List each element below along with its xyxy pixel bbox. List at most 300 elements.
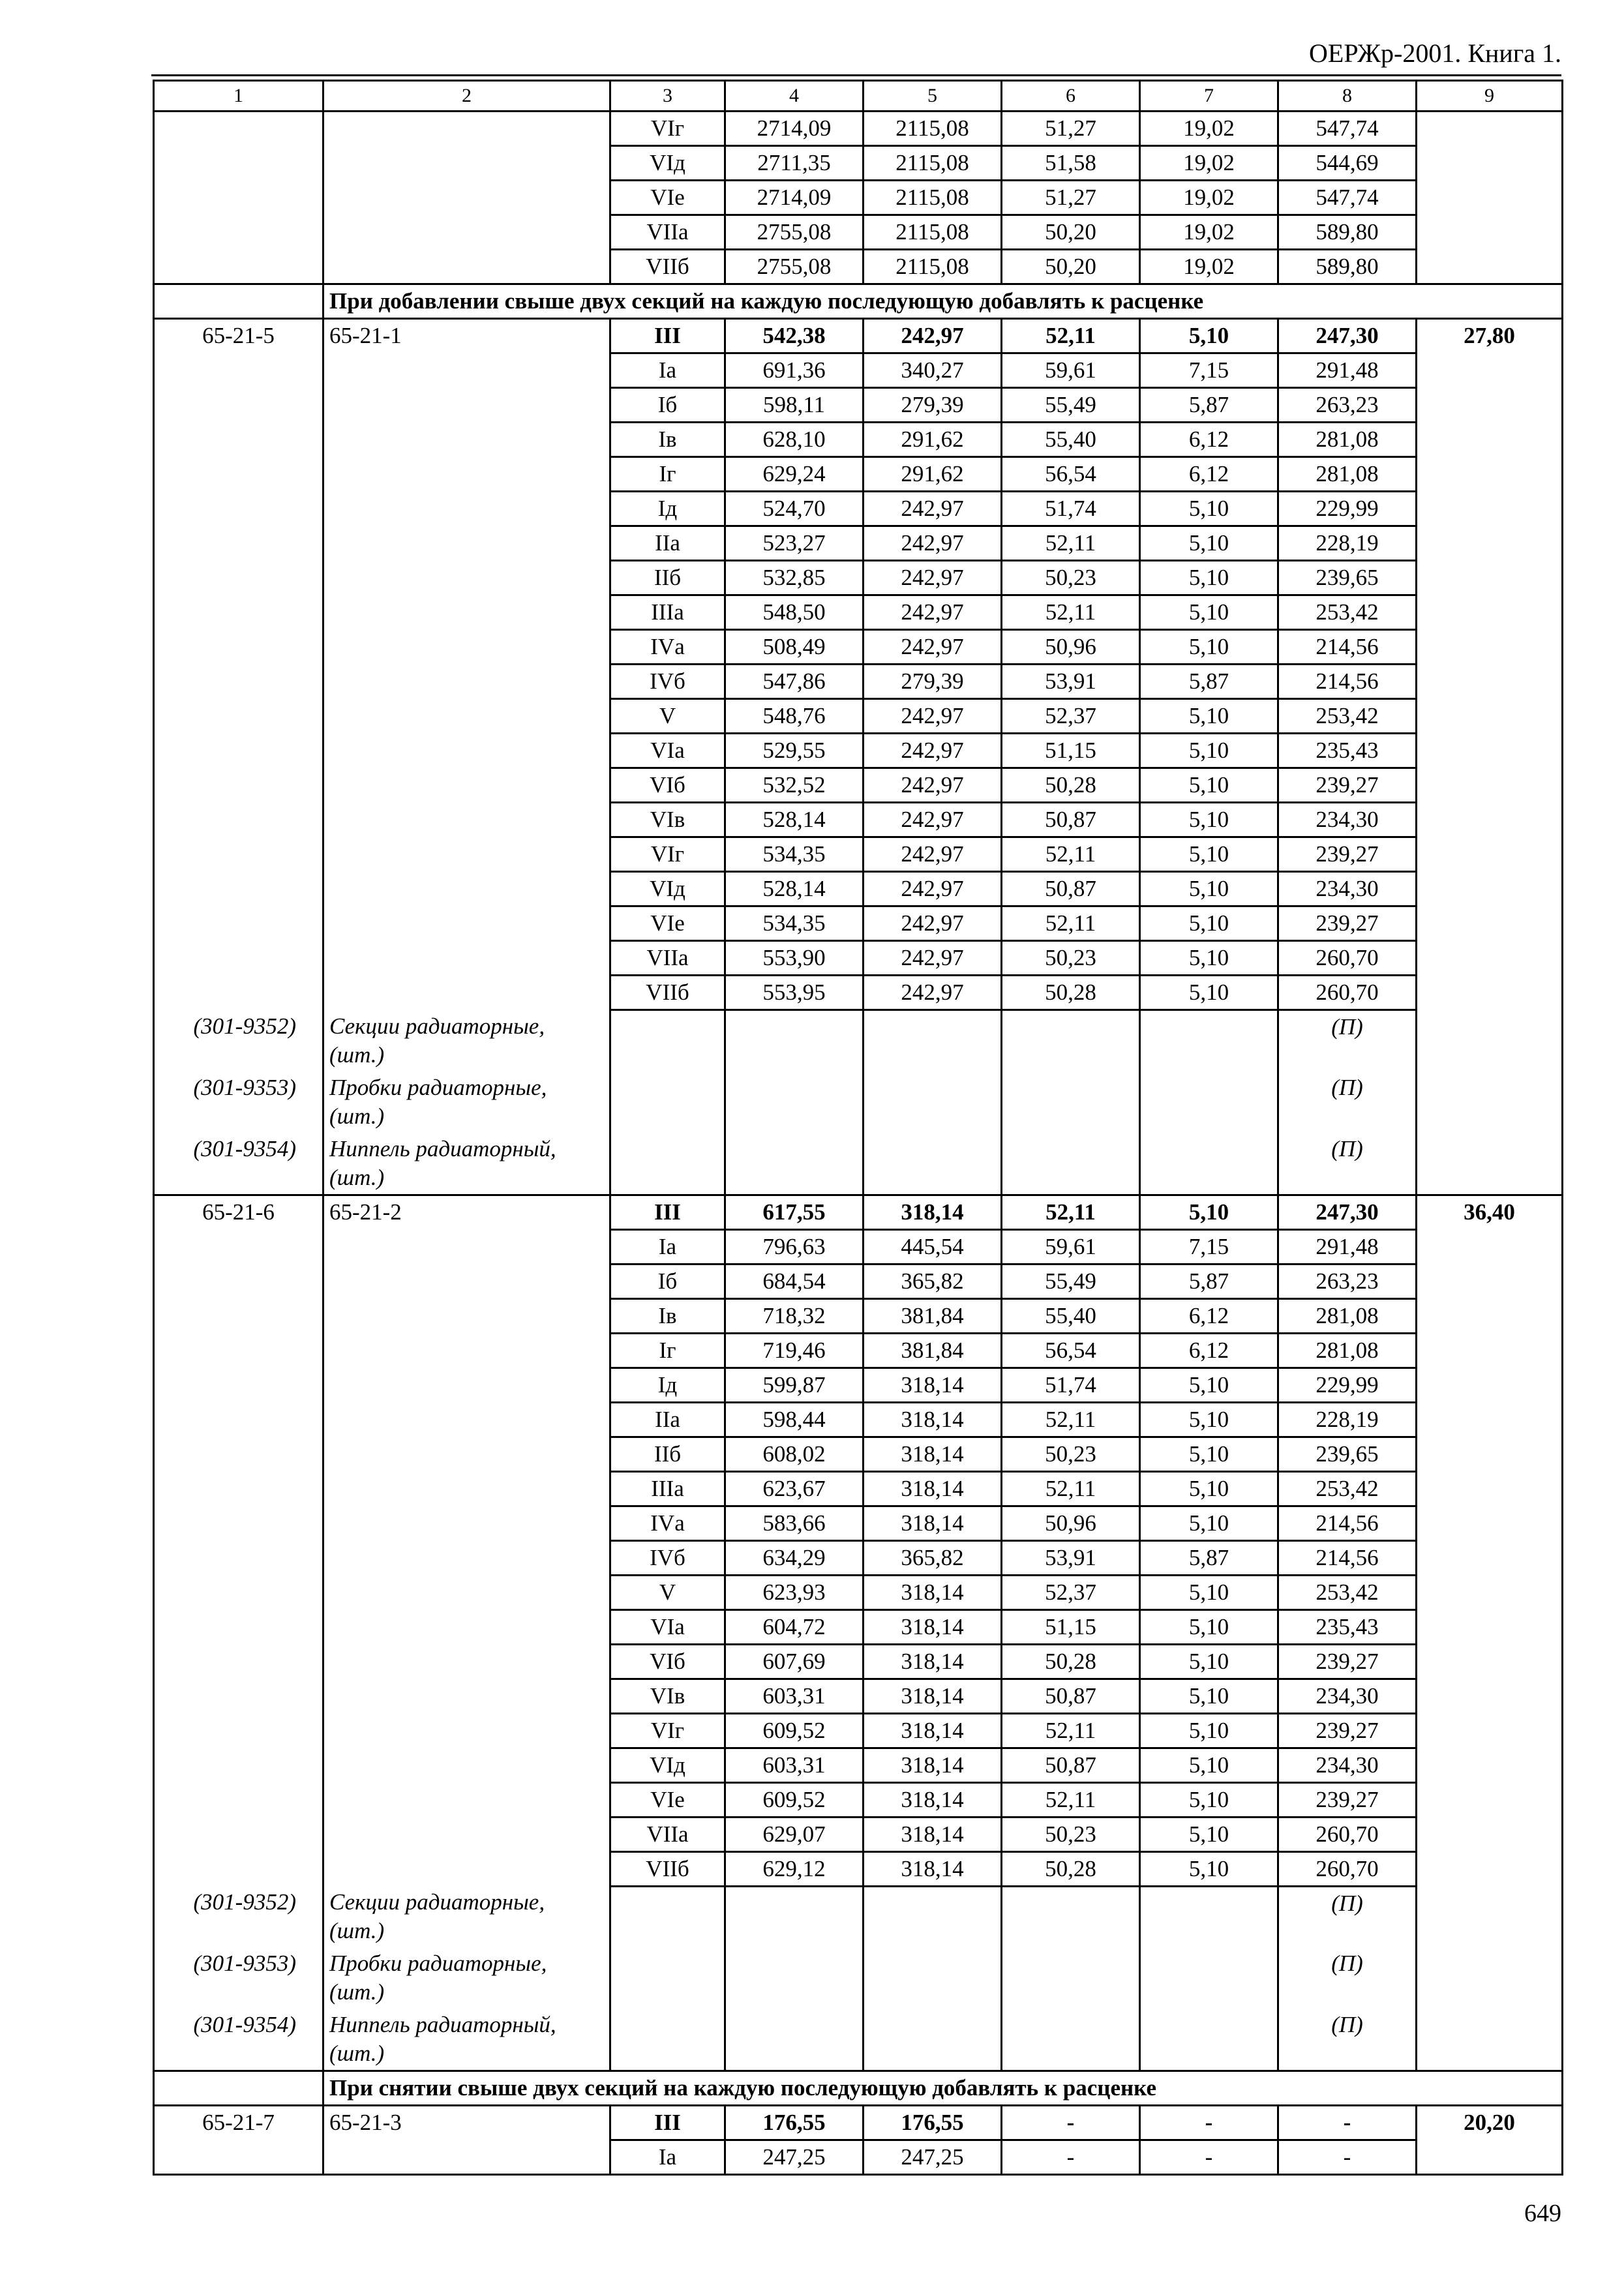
- blank-cell: [1417, 1947, 1563, 2009]
- value-cell: 242,97: [864, 976, 1002, 1010]
- value-cell: 234,30: [1278, 1679, 1417, 1713]
- page-title: ОЕРЖр-2001. Книга 1.: [1309, 38, 1561, 68]
- rate-code-cell: [154, 734, 323, 768]
- rate-code-cell: [154, 526, 323, 561]
- material-name: Секции радиаторные, (шт.): [323, 1886, 610, 1947]
- table-row: [154, 2140, 1563, 2175]
- value-cell: 19,02: [1140, 181, 1278, 215]
- value-cell: 242,97: [864, 699, 1002, 734]
- value-cell: 2115,08: [864, 215, 1002, 250]
- value-cell: 318,14: [864, 1679, 1002, 1713]
- table-row: [154, 319, 1563, 353]
- value-cell: 51,27: [1002, 112, 1140, 146]
- material-row: [154, 1133, 1563, 1195]
- value-cell: 5,10: [1140, 1679, 1278, 1713]
- zone-cell: Iб: [610, 1264, 725, 1298]
- rate-code-cell: [154, 388, 323, 423]
- blank-cell: [1002, 1947, 1140, 2009]
- base-rate-cell: [323, 1713, 610, 1748]
- note-row: [154, 2071, 1563, 2106]
- value-cell: 234,30: [1278, 803, 1417, 837]
- value-cell: 242,97: [864, 768, 1002, 803]
- value-cell: -: [1140, 2106, 1278, 2140]
- rate-code-cell: 65-21-5: [154, 319, 323, 353]
- col9-cell: [1417, 388, 1563, 423]
- value-cell: -: [1002, 2140, 1140, 2175]
- zone-cell: IIа: [610, 526, 725, 561]
- value-cell: 553,90: [725, 941, 864, 976]
- note-text: При добавлении свыше двух секций на каждую последующую добавлять к расценке: [323, 284, 1563, 319]
- page-number: 649: [1524, 2200, 1561, 2227]
- value-cell: 176,55: [864, 2106, 1002, 2140]
- material-mark: (П): [1278, 1133, 1417, 1195]
- value-cell: 5,10: [1140, 1402, 1278, 1437]
- table-row: [154, 457, 1563, 492]
- value-cell: 19,02: [1140, 112, 1278, 146]
- blank-cell: [1002, 1886, 1140, 1947]
- value-cell: 50,23: [1002, 561, 1140, 595]
- value-cell: 242,97: [864, 561, 1002, 595]
- base-rate-cell: [323, 526, 610, 561]
- base-rate-cell: 65-21-3: [323, 2106, 610, 2140]
- value-cell: 242,97: [864, 319, 1002, 353]
- zone-cell: IIIа: [610, 595, 725, 630]
- value-cell: 242,97: [864, 941, 1002, 976]
- rate-code-cell: [154, 1817, 323, 1851]
- value-cell: 534,35: [725, 837, 864, 872]
- value-cell: 50,87: [1002, 872, 1140, 906]
- base-rate-cell: [323, 1368, 610, 1402]
- column-number: 5: [864, 81, 1002, 112]
- col9-cell: [1417, 906, 1563, 941]
- zone-cell: IVб: [610, 1540, 725, 1575]
- value-cell: 52,37: [1002, 699, 1140, 734]
- value-cell: 508,49: [725, 630, 864, 665]
- zone-cell: Iд: [610, 1368, 725, 1402]
- blank-cell: [864, 1071, 1002, 1133]
- value-cell: 5,10: [1140, 1575, 1278, 1609]
- base-rate-cell: [323, 768, 610, 803]
- col9-cell: [1417, 1471, 1563, 1506]
- value-cell: 247,25: [864, 2140, 1002, 2175]
- base-rate-cell: 65-21-2: [323, 1195, 610, 1229]
- column-number: 3: [610, 81, 725, 112]
- blank-cell: [1002, 1071, 1140, 1133]
- material-code: (301-9352): [154, 1010, 323, 1071]
- zone-cell: VIа: [610, 734, 725, 768]
- rate-code-cell: [154, 1506, 323, 1540]
- zone-cell: VIе: [610, 181, 725, 215]
- value-cell: 609,52: [725, 1782, 864, 1817]
- base-rate-cell: [323, 1644, 610, 1679]
- value-cell: 56,54: [1002, 457, 1140, 492]
- base-rate-cell: [323, 1333, 610, 1368]
- table-row: [154, 1229, 1563, 1264]
- value-cell: 5,10: [1140, 492, 1278, 526]
- value-cell: 52,11: [1002, 595, 1140, 630]
- table-row: [154, 1748, 1563, 1782]
- blank-cell: [1140, 1947, 1278, 2009]
- col9-cell: [1417, 872, 1563, 906]
- zone-cell: Iг: [610, 1333, 725, 1368]
- base-rate-cell: [323, 734, 610, 768]
- col9-cell: [1417, 595, 1563, 630]
- material-name: Ниппель радиаторный, (шт.): [323, 2009, 610, 2071]
- value-cell: 52,11: [1002, 906, 1140, 941]
- value-cell: 5,10: [1140, 1506, 1278, 1540]
- rate-code-cell: [154, 215, 323, 250]
- blank-cell: [864, 1886, 1002, 1947]
- value-cell: 50,28: [1002, 1851, 1140, 1886]
- material-name: Пробки радиаторные, (шт.): [323, 1947, 610, 2009]
- value-cell: 6,12: [1140, 1298, 1278, 1333]
- rate-code-cell: 65-21-6: [154, 1195, 323, 1229]
- base-rate-cell: [323, 112, 610, 146]
- base-rate-cell: [323, 906, 610, 941]
- material-name: Пробки радиаторные, (шт.): [323, 1071, 610, 1133]
- col9-cell: [1417, 146, 1563, 181]
- value-cell: 51,15: [1002, 734, 1140, 768]
- value-cell: 281,08: [1278, 1298, 1417, 1333]
- rate-code-cell: [154, 941, 323, 976]
- table-row: [154, 1298, 1563, 1333]
- table-row: [154, 941, 1563, 976]
- table-row: [154, 872, 1563, 906]
- material-code: (301-9352): [154, 1886, 323, 1947]
- value-cell: 52,11: [1002, 526, 1140, 561]
- value-cell: 5,10: [1140, 1368, 1278, 1402]
- value-cell: 2711,35: [725, 146, 864, 181]
- col9-cell: [1417, 1817, 1563, 1851]
- value-cell: 235,43: [1278, 1609, 1417, 1644]
- table-row: [154, 250, 1563, 284]
- table-row: [154, 1333, 1563, 1368]
- table-row: [154, 1644, 1563, 1679]
- material-name: Ниппель радиаторный, (шт.): [323, 1133, 610, 1195]
- blank-cell: [1140, 1133, 1278, 1195]
- value-cell: 239,27: [1278, 1644, 1417, 1679]
- rate-code-cell: [154, 595, 323, 630]
- rate-code-cell: [154, 768, 323, 803]
- base-rate-cell: [323, 1402, 610, 1437]
- value-cell: 253,42: [1278, 1471, 1417, 1506]
- value-cell: 5,10: [1140, 630, 1278, 665]
- value-cell: 629,12: [725, 1851, 864, 1886]
- rate-code-cell: [154, 1298, 323, 1333]
- col9-cell: [1417, 1713, 1563, 1748]
- col9-cell: [1417, 423, 1563, 457]
- value-cell: 528,14: [725, 872, 864, 906]
- col9-cell: [1417, 1402, 1563, 1437]
- table-row: [154, 1195, 1563, 1229]
- col9-cell: [1417, 1333, 1563, 1368]
- base-rate-cell: [323, 146, 610, 181]
- value-cell: 318,14: [864, 1609, 1002, 1644]
- value-cell: 53,91: [1002, 665, 1140, 699]
- table-row: [154, 1471, 1563, 1506]
- value-cell: 604,72: [725, 1609, 864, 1644]
- table-row: [154, 561, 1563, 595]
- value-cell: 291,62: [864, 457, 1002, 492]
- base-rate-cell: [323, 1782, 610, 1817]
- value-cell: 691,36: [725, 353, 864, 388]
- value-cell: 603,31: [725, 1748, 864, 1782]
- zone-cell: VIд: [610, 1748, 725, 1782]
- col9-cell: [1417, 1229, 1563, 1264]
- value-cell: 629,24: [725, 457, 864, 492]
- blank-cell: [1002, 1010, 1140, 1071]
- zone-cell: Iд: [610, 492, 725, 526]
- value-cell: 365,82: [864, 1540, 1002, 1575]
- value-cell: 239,27: [1278, 1713, 1417, 1748]
- value-cell: 2714,09: [725, 181, 864, 215]
- value-cell: 50,23: [1002, 941, 1140, 976]
- col9-cell: [1417, 1540, 1563, 1575]
- col9-cell: [1417, 215, 1563, 250]
- value-cell: 5,10: [1140, 1195, 1278, 1229]
- col9-cell: [1417, 1609, 1563, 1644]
- value-cell: 234,30: [1278, 1748, 1417, 1782]
- base-rate-cell: [323, 388, 610, 423]
- value-cell: 51,74: [1002, 492, 1140, 526]
- col9-cell: 20,20: [1417, 2106, 1563, 2140]
- col9-cell: [1417, 630, 1563, 665]
- value-cell: 529,55: [725, 734, 864, 768]
- value-cell: 5,87: [1140, 1264, 1278, 1298]
- table-row: [154, 1679, 1563, 1713]
- base-rate-cell: [323, 1298, 610, 1333]
- value-cell: 2714,09: [725, 112, 864, 146]
- value-cell: 318,14: [864, 1575, 1002, 1609]
- value-cell: 318,14: [864, 1437, 1002, 1471]
- column-number: 6: [1002, 81, 1140, 112]
- value-cell: 59,61: [1002, 353, 1140, 388]
- zone-cell: VIIа: [610, 1817, 725, 1851]
- rate-code-cell: [154, 1748, 323, 1782]
- value-cell: 51,15: [1002, 1609, 1140, 1644]
- rate-code-cell: [154, 837, 323, 872]
- value-cell: 629,07: [725, 1817, 864, 1851]
- value-cell: 253,42: [1278, 595, 1417, 630]
- value-cell: 2115,08: [864, 250, 1002, 284]
- table-row: [154, 734, 1563, 768]
- col9-cell: [1417, 492, 1563, 526]
- value-cell: 242,97: [864, 492, 1002, 526]
- col9-cell: [1417, 457, 1563, 492]
- value-cell: 607,69: [725, 1644, 864, 1679]
- base-rate-cell: [323, 353, 610, 388]
- blank-cell: [1140, 1071, 1278, 1133]
- blank-cell: [154, 284, 323, 319]
- value-cell: 50,87: [1002, 1679, 1140, 1713]
- value-cell: 50,23: [1002, 1817, 1140, 1851]
- table-row: [154, 1506, 1563, 1540]
- zone-cell: VIIа: [610, 215, 725, 250]
- value-cell: 19,02: [1140, 146, 1278, 181]
- column-number: 2: [323, 81, 610, 112]
- value-cell: 5,10: [1140, 561, 1278, 595]
- value-cell: 318,14: [864, 1748, 1002, 1782]
- rate-code-cell: [154, 1679, 323, 1713]
- zone-cell: VIб: [610, 768, 725, 803]
- value-cell: 52,37: [1002, 1575, 1140, 1609]
- table-row: [154, 1540, 1563, 1575]
- value-cell: 176,55: [725, 2106, 864, 2140]
- material-row: [154, 1886, 1563, 1947]
- value-cell: 253,42: [1278, 1575, 1417, 1609]
- material-mark: (П): [1278, 2009, 1417, 2071]
- zone-cell: VIв: [610, 803, 725, 837]
- value-cell: 5,87: [1140, 388, 1278, 423]
- col9-cell: [1417, 181, 1563, 215]
- value-cell: 5,10: [1140, 1851, 1278, 1886]
- value-cell: 5,10: [1140, 906, 1278, 941]
- value-cell: 599,87: [725, 1368, 864, 1402]
- value-cell: 528,14: [725, 803, 864, 837]
- value-cell: 2115,08: [864, 112, 1002, 146]
- blank-cell: [725, 1071, 864, 1133]
- table-row: [154, 353, 1563, 388]
- rate-code-cell: [154, 1851, 323, 1886]
- col9-cell: [1417, 976, 1563, 1010]
- value-cell: 5,10: [1140, 1437, 1278, 1471]
- zone-cell: III: [610, 1195, 725, 1229]
- rate-code-cell: [154, 146, 323, 181]
- value-cell: 718,32: [725, 1298, 864, 1333]
- value-cell: 547,86: [725, 665, 864, 699]
- blank-cell: [1417, 1071, 1563, 1133]
- value-cell: 609,52: [725, 1713, 864, 1748]
- rate-code-cell: [154, 1264, 323, 1298]
- value-cell: 623,93: [725, 1575, 864, 1609]
- value-cell: 5,10: [1140, 319, 1278, 353]
- value-cell: 6,12: [1140, 457, 1278, 492]
- rate-code-cell: [154, 1713, 323, 1748]
- value-cell: 234,30: [1278, 872, 1417, 906]
- value-cell: 524,70: [725, 492, 864, 526]
- base-rate-cell: [323, 630, 610, 665]
- zone-cell: Iа: [610, 2140, 725, 2175]
- value-cell: 2115,08: [864, 181, 1002, 215]
- base-rate-cell: [323, 837, 610, 872]
- zone-cell: Iг: [610, 457, 725, 492]
- rate-code-cell: [154, 2140, 323, 2175]
- material-mark: (П): [1278, 1010, 1417, 1071]
- value-cell: 55,40: [1002, 423, 1140, 457]
- base-rate-cell: [323, 2140, 610, 2175]
- value-cell: 247,25: [725, 2140, 864, 2175]
- rate-code-cell: [154, 561, 323, 595]
- material-row: [154, 1010, 1563, 1071]
- base-rate-cell: [323, 1817, 610, 1851]
- value-cell: 50,20: [1002, 215, 1140, 250]
- value-cell: 19,02: [1140, 250, 1278, 284]
- value-cell: 56,54: [1002, 1333, 1140, 1368]
- base-rate-cell: [323, 457, 610, 492]
- table-row: [154, 665, 1563, 699]
- value-cell: 589,80: [1278, 215, 1417, 250]
- table-row: [154, 112, 1563, 146]
- table-body: [154, 81, 1563, 2175]
- material-mark: (П): [1278, 1947, 1417, 2009]
- rate-code-cell: [154, 1540, 323, 1575]
- zone-cell: III: [610, 2106, 725, 2140]
- zone-cell: VIа: [610, 1609, 725, 1644]
- value-cell: 5,10: [1140, 699, 1278, 734]
- zone-cell: IVа: [610, 630, 725, 665]
- value-cell: 7,15: [1140, 353, 1278, 388]
- rate-code-cell: [154, 423, 323, 457]
- rate-code-cell: [154, 1437, 323, 1471]
- base-rate-cell: [323, 492, 610, 526]
- value-cell: 260,70: [1278, 941, 1417, 976]
- table-row: [154, 976, 1563, 1010]
- zone-cell: VIв: [610, 1679, 725, 1713]
- rate-code-cell: [154, 1644, 323, 1679]
- value-cell: 228,19: [1278, 526, 1417, 561]
- zone-cell: VIе: [610, 906, 725, 941]
- blank-cell: [610, 1886, 725, 1947]
- value-cell: 239,27: [1278, 768, 1417, 803]
- value-cell: 260,70: [1278, 1851, 1417, 1886]
- col9-cell: [1417, 353, 1563, 388]
- value-cell: 796,63: [725, 1229, 864, 1264]
- value-cell: 229,99: [1278, 1368, 1417, 1402]
- base-rate-cell: [323, 1748, 610, 1782]
- column-number: 1: [154, 81, 323, 112]
- zone-cell: Iв: [610, 423, 725, 457]
- material-row: [154, 1947, 1563, 2009]
- value-cell: 242,97: [864, 595, 1002, 630]
- value-cell: 291,48: [1278, 1229, 1417, 1264]
- rate-code-cell: [154, 353, 323, 388]
- value-cell: 51,27: [1002, 181, 1140, 215]
- value-cell: 55,40: [1002, 1298, 1140, 1333]
- table-row: [154, 1609, 1563, 1644]
- rate-code-cell: [154, 250, 323, 284]
- value-cell: 253,42: [1278, 699, 1417, 734]
- zone-cell: VIе: [610, 1782, 725, 1817]
- value-cell: 229,99: [1278, 492, 1417, 526]
- value-cell: 5,10: [1140, 1609, 1278, 1644]
- rate-code-cell: [154, 1609, 323, 1644]
- rate-code-cell: [154, 1575, 323, 1609]
- value-cell: 50,96: [1002, 630, 1140, 665]
- zone-cell: VIг: [610, 112, 725, 146]
- value-cell: 52,11: [1002, 1782, 1140, 1817]
- base-rate-cell: [323, 1679, 610, 1713]
- zone-cell: VIд: [610, 872, 725, 906]
- col9-cell: [1417, 2140, 1563, 2175]
- zone-cell: IIIа: [610, 1471, 725, 1506]
- blank-cell: [610, 1010, 725, 1071]
- value-cell: 247,30: [1278, 319, 1417, 353]
- table-row: [154, 906, 1563, 941]
- zone-cell: IVб: [610, 665, 725, 699]
- col9-cell: [1417, 837, 1563, 872]
- base-rate-cell: 65-21-1: [323, 319, 610, 353]
- value-cell: 235,43: [1278, 734, 1417, 768]
- value-cell: 242,97: [864, 803, 1002, 837]
- zone-cell: VIд: [610, 146, 725, 181]
- value-cell: 5,10: [1140, 1748, 1278, 1782]
- zone-cell: IIа: [610, 1402, 725, 1437]
- zone-cell: IVа: [610, 1506, 725, 1540]
- value-cell: 5,10: [1140, 734, 1278, 768]
- base-rate-cell: [323, 1609, 610, 1644]
- zone-cell: III: [610, 319, 725, 353]
- col9-cell: [1417, 1437, 1563, 1471]
